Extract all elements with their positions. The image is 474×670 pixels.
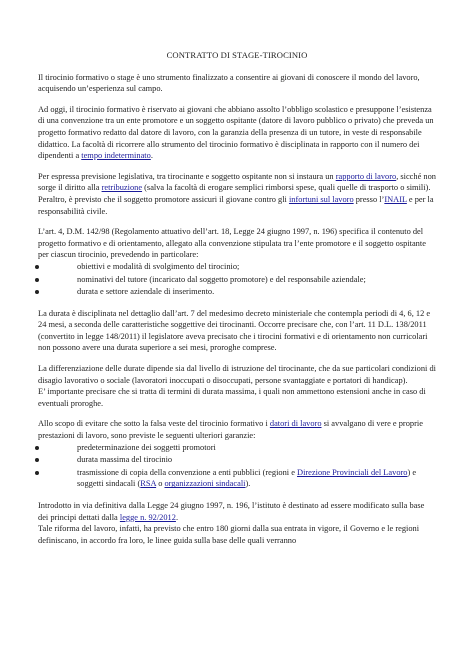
list-item-text: predeterminazione dei soggetti promotori bbox=[77, 442, 216, 452]
paragraph-dm-142: L’art. 4, D.M. 142/98 (Regolamento attuativo dell’art. 18, Legge 24 giugno 1997, n. 196) specifica il contenuto del progetto formativo e di orientamento, allegato alla convenzione stipulata tra l’ente promotore e il soggetto ospitante per ciascun tirocinio, prevedendo in particolare: bbox=[38, 227, 426, 260]
paragraph-duration: La durata è disciplinata nel dettaglio dall’art. 7 del medesimo decreto ministeriale che contempla periodi di 4, 6, 12 e 24 mesi, a seconda delle caratteristiche soggettive dei tirocinanti. Occorre precisare che, con l’art. 11 D.L. 138/2011 (convertito in legge 148/2011) il legislatore aveva precisato che i tirocini formativi e di orientamento non curricolari non possono avere una durata superiore a sei mesi, proroghe comprese. bbox=[38, 308, 431, 353]
paragraph-insurance-text-a: Peraltro, è previsto che il soggetto promotore assicuri il giovane contro gli bbox=[38, 194, 289, 204]
paragraph-max-duration: E’ importante precisare che si tratta di termini di durata massima, i quali non ammettono estensioni anche in caso di eventuali proroghe. bbox=[38, 387, 426, 408]
list-item-text: obiettivi e modalità di svolgimento del tirocinio; bbox=[77, 261, 240, 271]
paragraph-insurance-text-c: e per la responsabilità civile. bbox=[38, 194, 434, 216]
document-title: CONTRATTO DI STAGE-TIROCINIO bbox=[166, 50, 308, 60]
paragraph-introduction-law-text-b: . bbox=[175, 512, 179, 522]
paragraph-intro: Il tirocinio formativo o stage è uno strumento finalizzato a consentire ai giovani di conoscere il mondo del lavoro, acquisendo un’esperienza sul campo. bbox=[38, 72, 420, 94]
link-rapporto-di-lavoro[interactable]: rapporto di lavoro bbox=[335, 171, 397, 181]
link-datori-di-lavoro[interactable]: datori di lavoro bbox=[269, 419, 322, 429]
link-tempo-indeterminato[interactable]: tempo indeterminato bbox=[81, 151, 151, 161]
list-item-text: nominativi del tutore (incaricato dal soggetto promotore) e del responsabile aziendale; bbox=[77, 274, 366, 284]
bullet-icon bbox=[35, 278, 39, 282]
link-legge-92-2012[interactable]: legge n. 92/2012 bbox=[119, 512, 176, 522]
link-retribuzione[interactable]: retribuzione bbox=[101, 183, 143, 193]
list-item bbox=[38, 261, 436, 273]
bullet-icon bbox=[35, 471, 39, 475]
list-item-text: durata massima del tirocinio bbox=[77, 455, 173, 465]
paragraph-legislative-text-c: (salva la facoltà di erogare semplici rimborsi spese, quali quelle di trasporto o simili). bbox=[142, 183, 431, 193]
bullet-icon bbox=[35, 458, 39, 462]
list-item bbox=[38, 286, 436, 298]
list-item-text: durata e settore aziendale di inserimento. bbox=[77, 287, 215, 297]
paragraph-differentiation: La differenziazione delle durate dipende sia dal livello di istruzione del tirocinante, che da sue particolari condizioni di disagio lavorativo o sociale (lavoratori inoccupati o disoccupati, persone svantaggiate e portatori di handicap). bbox=[38, 364, 436, 385]
paragraph-convention bbox=[38, 104, 436, 162]
bullet-icon bbox=[35, 265, 39, 269]
link-infortuni-sul-lavoro[interactable]: infortuni sul lavoro bbox=[288, 194, 354, 204]
guarantees-list bbox=[38, 442, 436, 490]
paragraph-legislative-text-b: , sicché non sorge il diritto alla bbox=[38, 171, 436, 193]
paragraph-reform: Tale riforma del lavoro, infatti, ha previsto che entro 180 giorni dalla sua entrata in vigore, il Governo e le regioni definiscano, in accordo fra loro, le linee guida sulla base delle quali verranno bbox=[38, 524, 420, 545]
list-item-text: ). bbox=[245, 479, 251, 489]
list-item-text: ) e soggetti sindacali ( bbox=[77, 467, 417, 489]
link-organizzazioni-sindacali[interactable]: organizzazioni sindacali bbox=[164, 479, 246, 489]
bullet-icon bbox=[35, 446, 39, 450]
paragraph-insurance bbox=[38, 194, 436, 217]
list-item-text: trasmissione di copia della convenzione a enti pubblici (regioni e bbox=[77, 467, 298, 477]
list-item bbox=[38, 442, 436, 454]
list-item bbox=[38, 274, 436, 286]
bullet-icon bbox=[35, 290, 39, 294]
paragraph-convention-end: . bbox=[150, 151, 153, 161]
paragraph-insurance-text-b: presso l’ bbox=[353, 194, 385, 204]
paragraph-guarantees-text-b: si avvalgano di vere e proprie prestazioni di lavoro, sono previste le seguenti ulteriori garanzie: bbox=[38, 419, 423, 441]
paragraph-convention-text: Ad oggi, il tirocinio formativo è riservato ai giovani che abbiano assolto l’obbligo scolastico e presuppone l’esistenza di una convenzione tra un ente promotore e un soggetto ospitante (datore di lavoro pubblico o privato) che preveda un progetto formativo redatto dal datore di lavoro, con la garanzia della presenza di un tutore, in veste di responsabile didattico. La facoltà di ricorrere allo strumento del tirocinio formativo è disciplinata in rapporto con il numero dei dipendenti a bbox=[38, 104, 434, 161]
list-item bbox=[38, 454, 436, 466]
paragraph-legislative-text-a: Per espressa previsione legislativa, tra tirocinante e soggetto ospitante non si instaura un bbox=[38, 171, 336, 181]
paragraph-guarantees bbox=[38, 418, 436, 441]
paragraph-introduction-law-text-a: Introdotto in via definitiva dalla Legge 24 giugno 1997, n. 196, l’istituto è destinato ad essere modificato sulla base dei principi dettati dalla bbox=[38, 501, 425, 522]
project-contents-list bbox=[38, 261, 436, 298]
paragraph-introduction-law bbox=[38, 500, 436, 523]
list-item-text: o bbox=[156, 479, 165, 489]
link-inail[interactable]: INAIL bbox=[384, 194, 407, 204]
link-rsa[interactable]: RSA bbox=[140, 479, 157, 489]
paragraph-legislative bbox=[38, 171, 436, 194]
paragraph-guarantees-text-a: Allo scopo di evitare che sotto la falsa veste del tirocinio formativo i bbox=[38, 419, 270, 429]
list-item bbox=[38, 467, 436, 490]
link-direzione-provinciali-del-lavoro[interactable]: Direzione Provinciali del Lavoro bbox=[297, 467, 408, 477]
